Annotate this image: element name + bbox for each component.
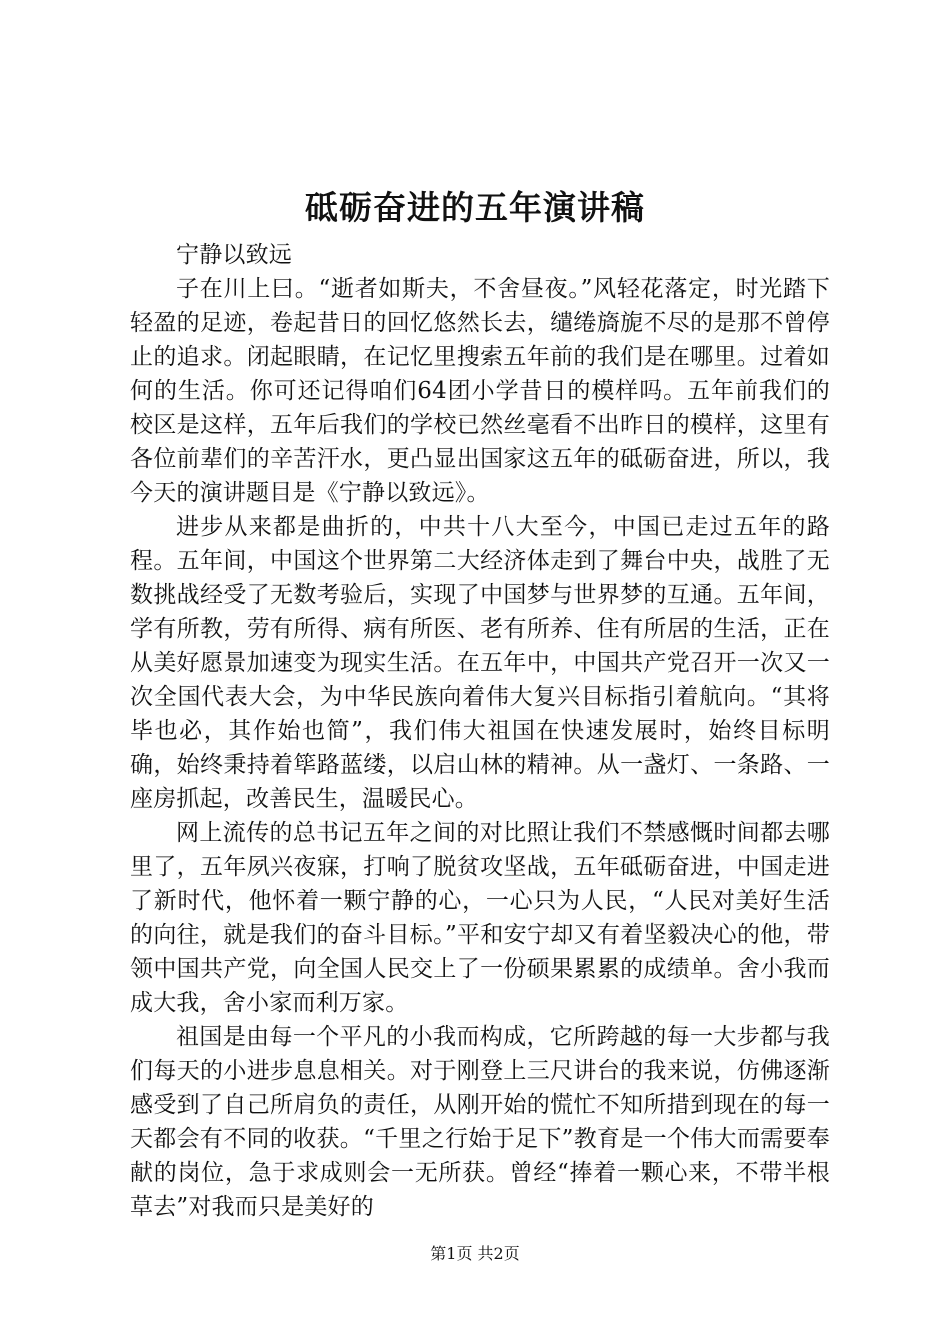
page-footer: 第1页 共2页 — [430, 1244, 520, 1263]
paragraph-2: 进步从来都是曲折的，中共十八大至今，中国已走过五年的路程。五年间，中国这个世界第二大经济体走到了舞台中央，战胜了无数挑战经受了无数考验后，实现了中国梦与世界梦的互通。五年间，学有所教，劳有所得、病有所医、老有所养、住有所居的生活，正在从美好愿景加速变为现实生活。在五年中，中国共产党召开一次又一次全国代表大会，为中华民族向着伟大复兴目标指引着航向。“其将毕也必，其作始也简”，我们伟大祖国在快速发展时，始终目标明确，始终秉持着筚路蓝缕，以启山林的精神。从一盏灯、一条路、一座房抓起，改善民生，温暖民心。 — [130, 514, 830, 812]
paragraph-4: 祖国是由每一个平凡的小我而构成，它所跨越的每一大步都与我们每天的小进步息息相关。对于刚登上三尺讲台的我来说，仿佛逐渐感受到了自己所肩负的责任，从刚开始的慌忙不知所措到现在的每一天都会有不同的收获。“千里之行始于足下”教育是一个伟大而需要奉献的岗位，急于求成则会一无所获。曾经“捧着一颗心来，不带半根草去”对我而只是美好的 — [130, 1024, 830, 1220]
paragraph-1: 子在川上曰。“逝者如斯夫，不舍昼夜。”风轻花落定，时光踏下轻盈的足迹，卷起昔日的回忆悠然长去，缱绻旖旎不尽的是那不曾停止的追求。闭起眼睛，在记忆里搜索五年前的我们是在哪里。过着如何的生活。你可还记得咱们64团小学昔日的模样吗。五年前我们的校区是这样，五年后我们的学校已然丝毫看不出昨日的模样，这里有各位前辈们的辛苦汗水，更凸显出国家这五年的砥砺奋进，所以，我今天的演讲题目是《宁静以致远》。 — [130, 276, 830, 506]
document-subtitle: 宁静以致远 — [176, 242, 292, 268]
document-body — [130, 238, 830, 1224]
document-title: 砥砺奋进的五年演讲稿 — [305, 188, 645, 227]
paragraph-3: 网上流传的总书记五年之间的对比照让我们不禁感慨时间都去哪里了，五年夙兴夜寐，打响了脱贫攻坚战，五年砥砺奋进，中国走进了新时代，他怀着一颗宁静的心，一心只为人民，“人民对美好生活的向往，就是我们的奋斗目标。”平和安宁却又有着坚毅决心的他，带领中国共产党，向全国人民交上了一份硕果累累的成绩单。舍小我而成大我，舍小家而利万家。 — [130, 820, 830, 1016]
